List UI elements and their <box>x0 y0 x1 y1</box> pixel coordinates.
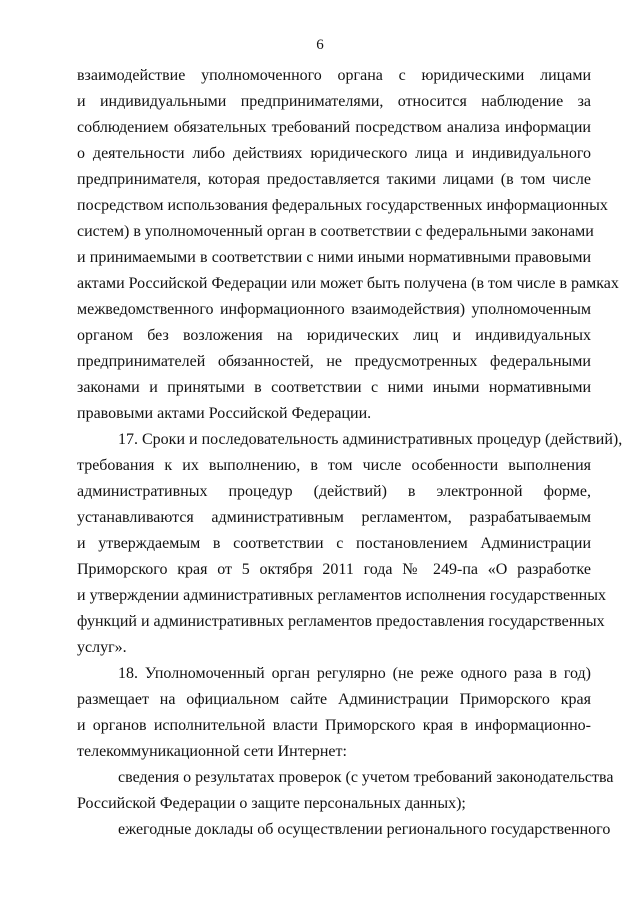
text-line: размещает на официальном сайте Администрации Приморского края <box>77 691 591 708</box>
text-line: и утверждаемым в соответствии с постановлением Администрации <box>77 535 591 552</box>
text-line: актами Российской Федерации или может быть получена (в том числе в рамках <box>77 275 619 292</box>
paragraph-17-first-line: 17. Сроки и последовательность административных процедур (действий), <box>118 431 623 448</box>
text-line: взаимодействие уполномоченного органа с юридическими лицами <box>77 67 591 84</box>
text-line: устанавливаются административным регламентом, разрабатываемым <box>77 509 591 526</box>
text-line: органом без возложения на юридических лиц и индивидуальных <box>77 327 591 344</box>
text-line: межведомственного информационного взаимодействия) уполномоченным <box>77 301 591 318</box>
text-line: и принимаемыми в соответствии с ними иными нормативными правовыми <box>77 249 591 266</box>
list-item-first-line: ежегодные доклады об осуществлении регионального государственного <box>118 821 611 838</box>
text-line: административных процедур (действий) в электронной форме, <box>77 483 591 500</box>
text-line: функций и административных регламентов предоставления государственных <box>77 613 605 630</box>
text-line: и утверждении административных регламентов исполнения государственных <box>77 587 606 604</box>
list-item-first-line: сведения о результатах проверок (с учетом требований законодательства <box>118 769 614 786</box>
text-line: и органов исполнительной власти Приморского края в информационно- <box>77 717 591 734</box>
text-line: предпринимателя, которая предоставляется такими лицами (в том числе <box>77 171 591 188</box>
text-line: систем) в уполномоченный орган в соответствии с федеральными законами <box>77 223 594 240</box>
text-line: и индивидуальными предпринимателями, относится наблюдение за <box>77 93 591 110</box>
text-line: предпринимателей обязанностей, не предусмотренных федеральными <box>77 353 591 370</box>
text-line: Российской Федерации о защите персональных данных); <box>77 795 466 812</box>
page-number: 6 <box>316 37 324 53</box>
text-line: законами и принятыми в соответствии с ними иными нормативными <box>77 379 591 396</box>
text-line: требования к их выполнению, в том числе особенности выполнения <box>77 457 591 474</box>
paragraph-18-first-line: 18. Уполномоченный орган регулярно (не реже одного раза в год) <box>118 665 591 682</box>
text-line: о деятельности либо действиях юридического лица и индивидуального <box>77 145 591 162</box>
text-line: телекоммуникационной сети Интернет: <box>77 743 347 760</box>
text-line: соблюдением обязательных требований посредством анализа информации <box>77 119 591 136</box>
text-line: Приморского края от 5 октября 2011 года № 249-па «О разработке <box>77 561 591 578</box>
text-line: услуг». <box>77 639 127 656</box>
text-line: правовыми актами Российской Федерации. <box>77 405 372 422</box>
text-line: посредством использования федеральных государственных информационных <box>77 197 608 214</box>
